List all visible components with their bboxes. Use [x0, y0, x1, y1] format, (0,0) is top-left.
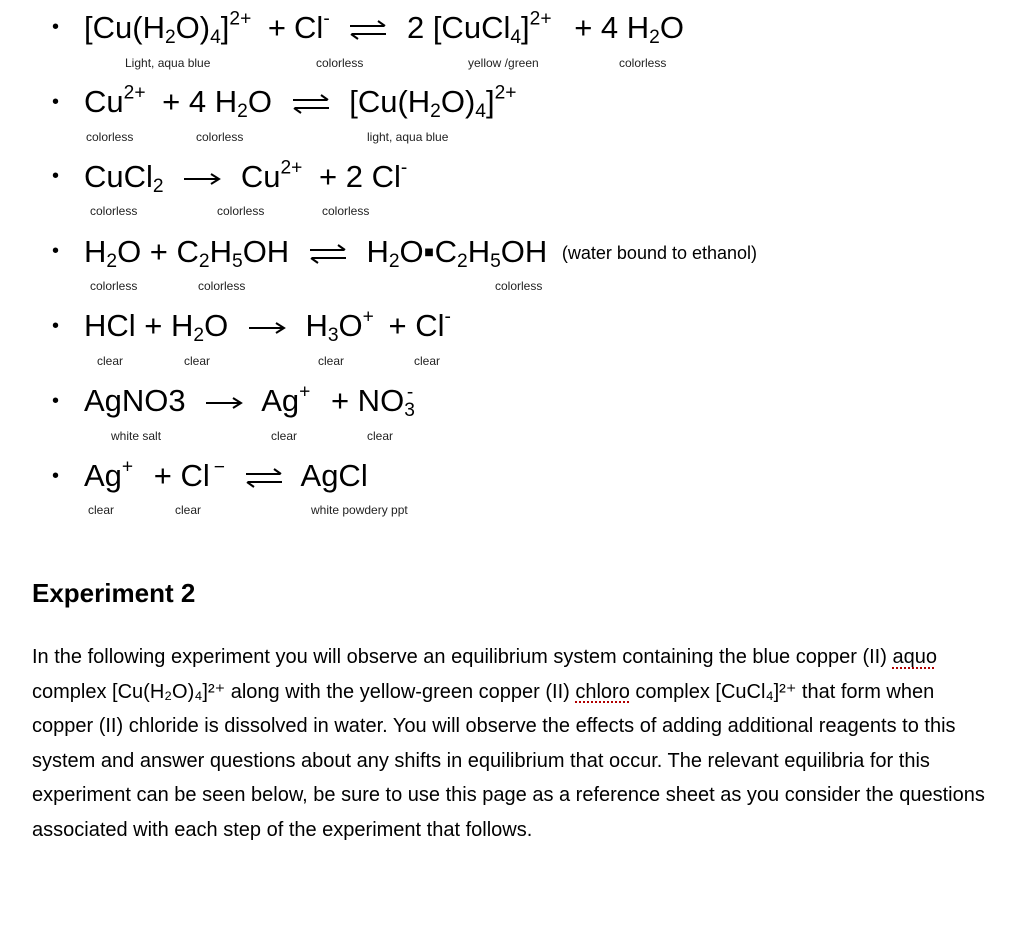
- equilibrium-arrow-icon: [244, 467, 284, 489]
- species-color-label: colorless: [90, 204, 138, 218]
- bullet: •: [52, 91, 60, 113]
- spellcheck-word[interactable]: chloro: [575, 680, 630, 703]
- equation-6: AgNO3 $Ag^+ + NO_3^-$: [84, 381, 415, 421]
- species-color-label: colorless: [322, 204, 370, 218]
- equation-3: CuCl$_2$ $Cu^{2+} + 2$ Cl-: [84, 157, 408, 197]
- species-color-label: colorless: [196, 130, 244, 144]
- species-color-label: colorless: [495, 279, 543, 293]
- species-color-label: clear: [414, 354, 441, 368]
- equation-4: $H_2O + C_2H_5OH$ $H_2O▪C_2H_5OH$ (water bound to ethanol): [84, 234, 758, 272]
- equation-1: $[Cu(H_2O)_4]^{2+} + Cl^-$ 2 [CuCl$_4$]$^{2+}$ + 4 $H_2O$: [84, 8, 684, 48]
- bullet: •: [52, 465, 60, 487]
- equation-7: Ag+ + Cl − AgCl: [84, 456, 368, 493]
- species-color-label: light, aqua blue: [367, 130, 449, 144]
- species-color-label: clear: [184, 354, 211, 368]
- equilibrium-arrow-icon: [291, 93, 331, 115]
- species-color-label: colorless: [86, 130, 134, 144]
- bullet: •: [52, 165, 60, 187]
- bullet: •: [52, 240, 60, 262]
- bullet: •: [52, 16, 60, 38]
- spellcheck-word[interactable]: aquo: [892, 646, 937, 668]
- species-color-label: clear: [318, 354, 345, 368]
- species-color-label: clear: [367, 429, 394, 443]
- species-color-label: colorless: [619, 56, 667, 70]
- species-color-label: yellow /green: [468, 56, 539, 70]
- species-color-label: colorless: [316, 56, 364, 70]
- species-color-label: white powdery ppt: [311, 503, 408, 517]
- bullet: •: [52, 315, 60, 337]
- species-color-label: Light, aqua blue: [125, 56, 211, 70]
- species-color-label: white salt: [111, 429, 162, 443]
- species-color-label: colorless: [198, 279, 246, 293]
- species-color-label: clear: [175, 503, 202, 517]
- species-color-label: clear: [271, 429, 298, 443]
- equation-2: $Cu^{2+} + 4$ $H_2O$ $[Cu(H_2O)_4]^{2+}$: [84, 82, 517, 122]
- section-heading: Experiment 2: [32, 578, 196, 608]
- reaction-arrow-icon: [204, 395, 244, 411]
- section-paragraph: In the following experiment you will observe an equilibrium system containing the blue copper (II) aquo complex [Cu(H₂O)₄]²⁺ along with the yellow-green copper (II) chloro complex [CuCl₄]²⁺ that form when copper (II) chloride is dissolved in water. You will observe the effects of adding additional reagents to this system and answer questions about any shifts in equilibrium that occur. The relevant equilibria for this experiment can be seen below, be sure to use this page as a reference sheet as you consider the questions associated with each step of the experiment that follows.: [32, 646, 985, 841]
- species-color-label: colorless: [217, 204, 265, 218]
- equilibrium-arrow-icon: [348, 19, 388, 41]
- equation-note: (water bound to ethanol): [561, 243, 758, 263]
- equation-5: HCl + $H_2O$ $H_3O^+ + Cl^-$: [84, 306, 451, 346]
- reaction-arrow-icon: [182, 171, 222, 187]
- equilibrium-arrow-icon: [308, 243, 348, 265]
- species-color-label: clear: [97, 354, 124, 368]
- bullet: •: [52, 390, 60, 412]
- species-color-label: clear: [88, 503, 115, 517]
- species-color-label: colorless: [90, 279, 138, 293]
- reaction-arrow-icon: [247, 320, 287, 336]
